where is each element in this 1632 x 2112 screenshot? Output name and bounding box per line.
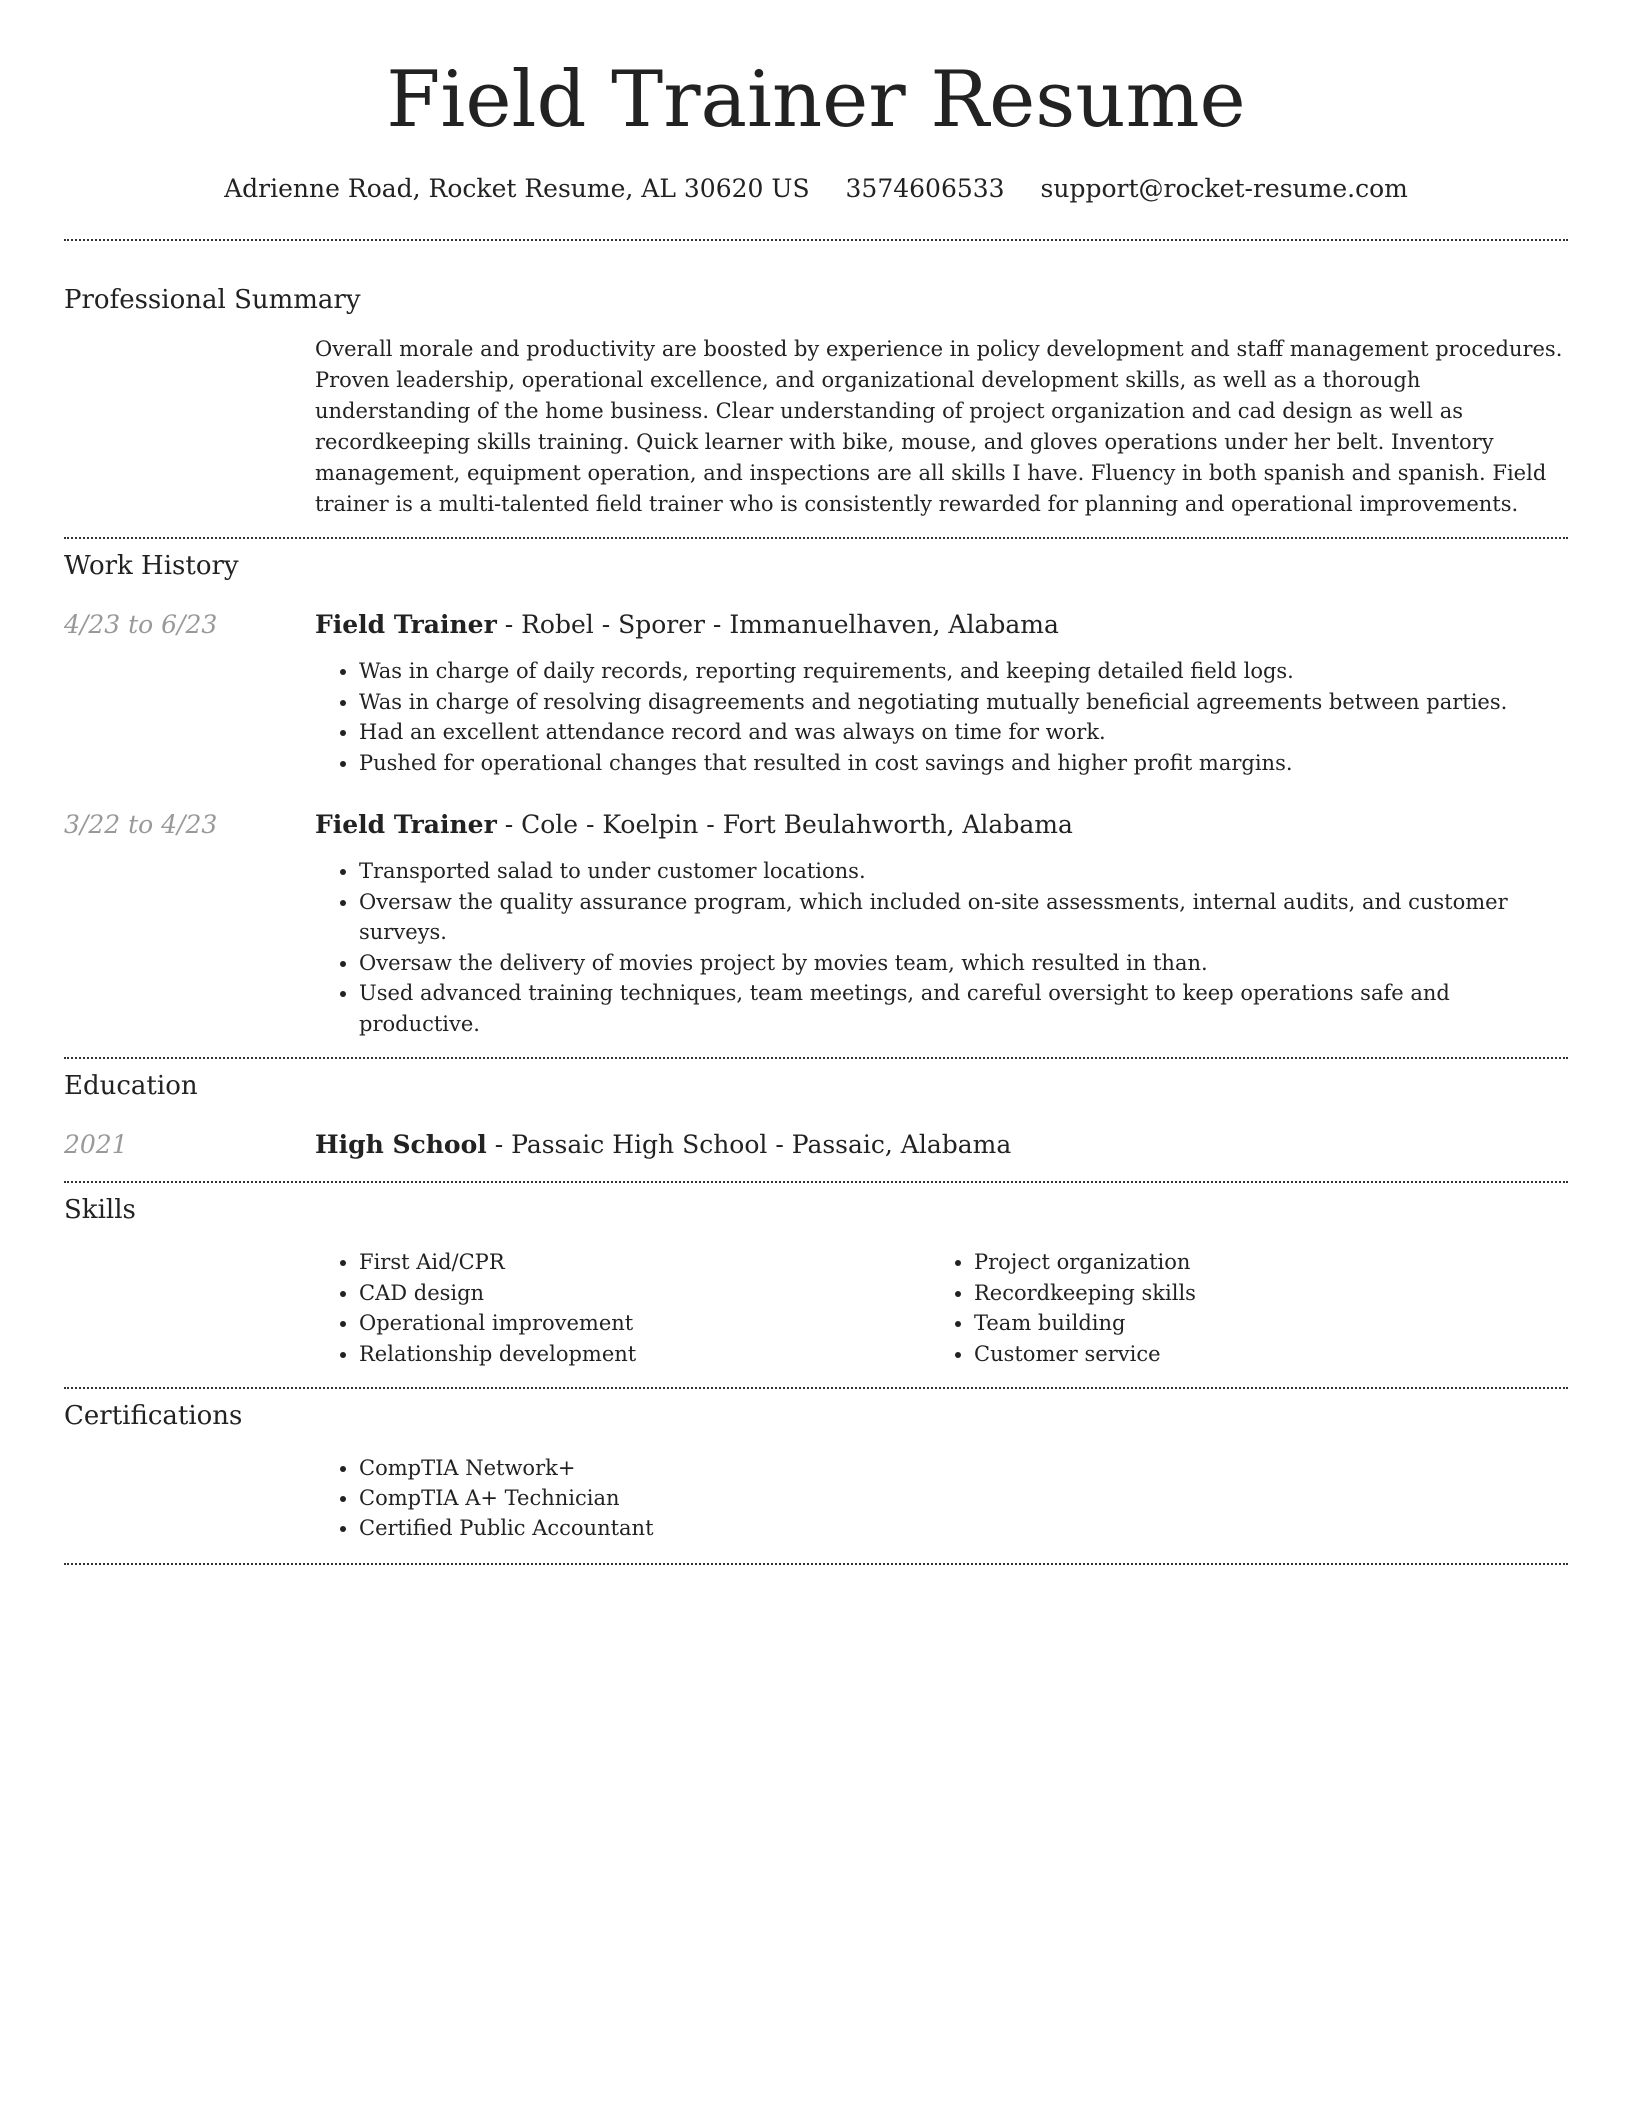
job-details: - Cole - Koelpin - Fort Beulahworth, Alabama: [496, 810, 1073, 839]
skill-item: • CAD design: [359, 1278, 930, 1309]
certification-item: • CompTIA A+ Technician: [359, 1483, 1568, 1513]
job-details: - Robel - Sporer - Immanuelhaven, Alabama: [496, 610, 1059, 639]
skills-section: [64, 1193, 1568, 1369]
skill-item: • Relationship development: [359, 1339, 930, 1370]
skills-grid: [315, 1247, 1568, 1369]
list-item: • Transported salad to under customer locations.: [359, 856, 1568, 887]
section-heading-summary: Professional Summary: [64, 285, 361, 315]
certification-item: • Certified Public Accountant: [359, 1513, 1568, 1543]
education-section: [64, 1069, 1568, 1162]
education-details: - Passaic High School - Passaic, Alabama: [486, 1130, 1012, 1159]
divider: [64, 537, 1568, 539]
skill-item: • First Aid/CPR: [359, 1247, 930, 1278]
job-bullets: [315, 856, 1568, 1039]
resume-title: Field Trainer Resume: [386, 55, 1246, 145]
section-heading-work-history: Work History: [64, 551, 239, 581]
contact-address: Adrienne Road, Rocket Resume, AL 30620 US: [224, 174, 810, 203]
job-title: Field Trainer: [315, 610, 497, 639]
skill-item: • Recordkeeping skills: [974, 1278, 1545, 1309]
skill-item: • Customer service: [974, 1339, 1545, 1370]
job-title: Field Trainer: [315, 810, 497, 839]
divider: [64, 239, 1568, 241]
education-year: 2021: [64, 1130, 128, 1159]
skill-item: • Operational improvement: [359, 1308, 930, 1339]
job-header: [315, 808, 1568, 842]
list-item: • Oversaw the quality assurance program, which included on-site assessments, internal audits, and customer surveys.: [359, 887, 1568, 948]
skills-column-left: [315, 1247, 930, 1369]
summary-section: [64, 283, 1568, 520]
job-entry: [64, 808, 1568, 1039]
education-entry: [64, 1128, 1568, 1162]
job-bullets: [315, 656, 1568, 778]
contact-line: [64, 172, 1568, 206]
skill-item: • Team building: [974, 1308, 1545, 1339]
certifications-section: [64, 1399, 1568, 1543]
list-item: • Was in charge of resolving disagreements and negotiating mutually beneficial agreements between parties.: [359, 687, 1568, 718]
list-item: • Was in charge of daily records, reporting requirements, and keeping detailed field logs.: [359, 656, 1568, 687]
divider: [64, 1057, 1568, 1059]
contact-email: support@rocket-resume.com: [1040, 174, 1408, 203]
certifications-list: [315, 1453, 1568, 1543]
list-item: • Had an excellent attendance record and was always on time for work.: [359, 717, 1568, 748]
list-item: • Pushed for operational changes that resulted in cost savings and higher profit margins.: [359, 748, 1568, 779]
summary-text: Overall morale and productivity are boosted by experience in policy development and staff management procedures. Proven leadership, operational excellence, and organizational development skills, as well as a thorough understanding of the home business. Clear understanding of project organization and cad design as well as recordkeeping skills training. Quick learner with bike, mouse, and gloves operations under her belt. Inventory management, equipment operation, and inspections are all skills I have. Fluency in both spanish and spanish. Field trainer is a multi-talented field trainer who is consistently rewarded for planning and operational improvements.: [315, 337, 1563, 516]
divider: [64, 1181, 1568, 1183]
list-item: • Oversaw the delivery of movies project by movies team, which resulted in than.: [359, 948, 1568, 979]
education-degree: High School: [315, 1130, 487, 1159]
job-entry: [64, 608, 1568, 778]
resume-page: [64, 0, 1568, 1565]
divider: [64, 1387, 1568, 1389]
section-heading-education: Education: [64, 1071, 198, 1101]
divider: [64, 1563, 1568, 1565]
job-dates: 3/22 to 4/23: [64, 810, 218, 839]
section-heading-certifications: Certifications: [64, 1401, 243, 1431]
list-item: • Used advanced training techniques, team meetings, and careful oversight to keep operations safe and productive.: [359, 978, 1568, 1039]
work-history-section: [64, 549, 1568, 1039]
skill-item: • Project organization: [974, 1247, 1545, 1278]
education-header: [315, 1128, 1568, 1162]
job-dates: 4/23 to 6/23: [64, 610, 218, 639]
skills-column-right: [930, 1247, 1545, 1369]
job-header: [315, 608, 1568, 642]
contact-phone: 3574606533: [845, 174, 1005, 203]
certification-item: • CompTIA Network+: [359, 1453, 1568, 1483]
section-heading-skills: Skills: [64, 1195, 136, 1225]
